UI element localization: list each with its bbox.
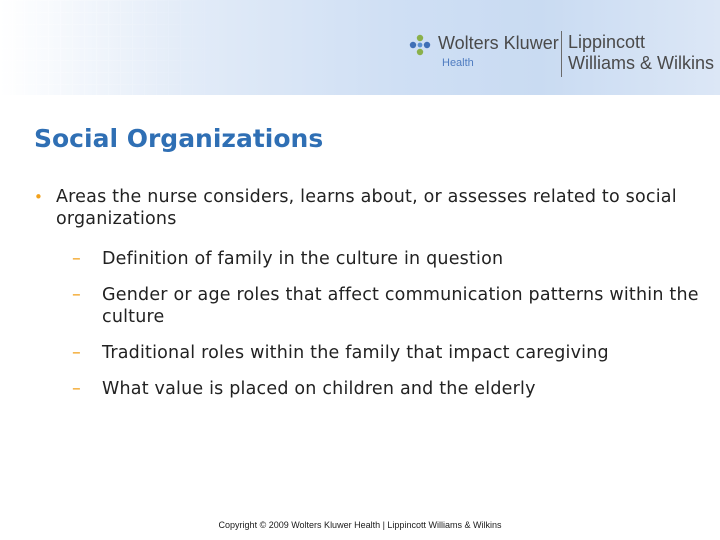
logo-imprint-line2: Williams & Wilkins bbox=[568, 53, 714, 73]
wolters-kluwer-logo-icon bbox=[408, 33, 432, 57]
publisher-logo bbox=[408, 30, 718, 80]
logo-division-name: Health bbox=[442, 57, 474, 69]
copyright-footer: Copyright © 2009 Wolters Kluwer Health | Lippincott Williams & Wilkins bbox=[218, 520, 502, 530]
logo-company-name: Wolters Kluwer bbox=[438, 33, 559, 53]
slide-title: Social Organizations bbox=[34, 124, 324, 153]
dash-icon: – bbox=[72, 249, 81, 269]
dash-icon: – bbox=[72, 343, 81, 363]
dash-icon: – bbox=[72, 285, 81, 305]
sub-bullet-text: Gender or age roles that affect communication patterns within the culture bbox=[102, 285, 699, 327]
sub-bullet-text: What value is placed on children and the elderly bbox=[102, 379, 536, 399]
sub-bullet-item bbox=[72, 342, 704, 364]
sub-bullet-item bbox=[72, 248, 704, 270]
dash-icon: – bbox=[72, 379, 81, 399]
sub-bullet-item bbox=[72, 378, 704, 400]
sub-bullet-list bbox=[34, 248, 704, 400]
main-bullet bbox=[34, 186, 704, 230]
logo-divider bbox=[561, 31, 562, 77]
sub-bullet-item bbox=[72, 284, 704, 328]
bullet-dot-icon: • bbox=[34, 188, 44, 206]
sub-bullet-text: Traditional roles within the family that impact caregiving bbox=[102, 343, 609, 363]
logo-imprint-line1: Lippincott bbox=[568, 32, 646, 52]
main-bullet-text: Areas the nurse considers, learns about, or assesses related to social organizations bbox=[56, 187, 677, 229]
slide-content bbox=[34, 186, 704, 414]
logo-imprint bbox=[568, 32, 714, 74]
sub-bullet-text: Definition of family in the culture in question bbox=[102, 249, 504, 269]
